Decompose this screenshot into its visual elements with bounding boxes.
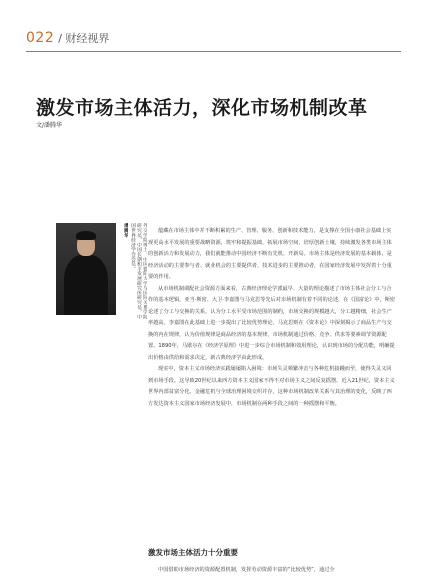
subheading: 激发市场主体活力十分重要 [148, 548, 238, 557]
article-title: 激发市场主体活力，深化市场机制改革 [36, 97, 368, 119]
header-rule [26, 51, 401, 52]
paragraph-2: 从市场机制调配社会资源方面来看，古典经济理论学派最早、大量的理论描述了市场主体社会分工与合作的基本逻辑，亚当·斯密、大卫·李嘉图与马克思等先后对市场机制有着不同的论述，在《国富论》中，斯密论述了分工与交换的关系，认为分工水平受市场范围的制约，市场交换的规模越大，分工越精细，社会生产率越高。李嘉图在此基础上进一步提出了比较优势理论，马克思则在《资本论》中深刻揭示了商品生产与交换的内在规律，认为价值规律是商品经济的基本规律，市场机制通过价格、竞争、供求等要素调节资源配置。1890年，马歇尔在《经济学原理》中进一步综合市场机制和效用理论，认识到市场的分配功能，明确提出价格由供给和需求决定，新古典经济学由此形成。 [148, 285, 396, 361]
paragraph-3: 现实中，资本主义市场经济实践屡屡陷入困境：市场失灵频繁冲击与各种危机接踵而至，使得失灵又回到市场手段。这导致20世纪以来西方资本主义国家不得不对市场主义之间反复摇摆。近入21世纪，资本主义世界内部贫富分化、金融危机与全球治理困境交织并存，这种市场机制改革关系与其治理的变化，反映了西方发达资本主义国家市场经济发展中，市场机制在两种手段之间的一种摇摆和平衡。 [148, 366, 395, 407]
author-bio: 外交学院博士，中国德阳大学与国际关系学院研究员，中国长期和平发展研究所研究员、中国世界经济学会会员。 [130, 223, 147, 319]
article-byline: 文/潘腾华 [36, 122, 63, 129]
page-number: 022 [26, 30, 55, 46]
author-photo [56, 223, 116, 315]
article-body [148, 226, 396, 410]
author-name: 潘腾华 [123, 223, 128, 238]
section-title: / 财经视界 [58, 32, 110, 45]
paragraph-1: 蕴藏在市场主体中并不断积累的生产、管理、服务、创新和技术能力，是支撑在全国小康社会基础上实现更高水平发展的重要战略资源，筑牢和提振基础，拓展市场空间，培厚创新土壤，持续激发各类市场主体的创新活力和发展动力，我们就能推动中国经济不断有先机、开新局。市场主体是经济发展的基本载体，是经济活动的主要参与者、就业机会的主要提供者、技术进步的主要推动者，在国家经济发展中发挥着十分重要的作用。 [148, 228, 392, 280]
closing-line: 中国借助市场经济的资源配置机制，发挥劳动资源丰富的“比较优势”，通过全 [158, 567, 335, 573]
page-header [26, 30, 109, 50]
